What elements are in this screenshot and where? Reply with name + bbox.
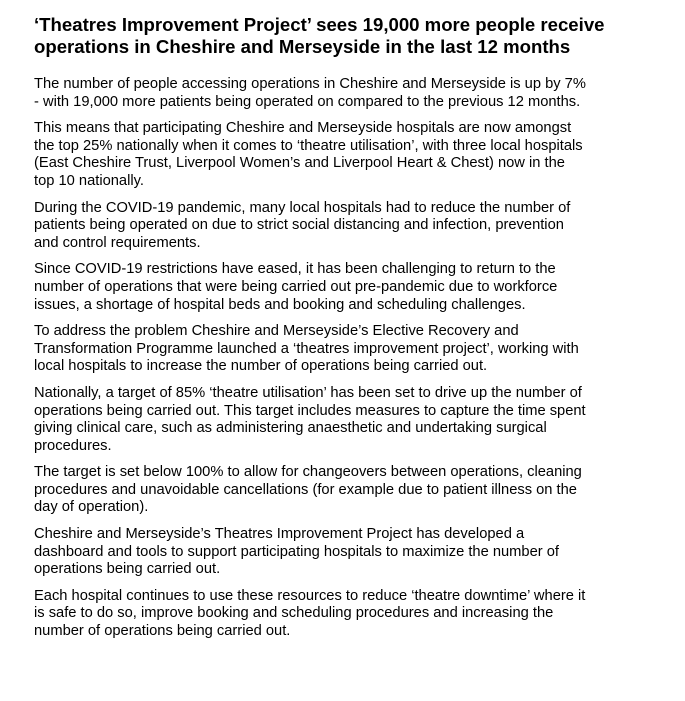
paragraph-national-target: Nationally, a target of 85% ‘theatre utilisation’ has been set to drive up the number of operations being carried out. This target includes measures to capture the time spent giving clinical care, such as administering anaesthetic and undertaking surgical procedures. <box>34 384 586 454</box>
paragraph-covid-impact: During the COVID-19 pandemic, many local hospitals had to reduce the number of patients being operated on due to strict social distancing and infection, prevention and control requirements. <box>34 199 571 251</box>
paragraph-target-rationale: The target is set below 100% to allow for changeovers between operations, cleaning procedures and unavoidable cancellations (for example due to patient illness on the day of operation). <box>34 464 582 516</box>
article-title-line-1: ‘Theatres Improvement Project’ sees 19,000 more people receive <box>34 14 605 35</box>
article-title-line-2: operations in Cheshire and Merseyside in the last 12 months <box>34 36 571 57</box>
paragraph-programme-launch: To address the problem Cheshire and Merseyside’s Elective Recovery and Transformation Programme launched a ‘theatres improvement project’, working with local hospitals to increase the number of operations being carried out. <box>34 323 579 375</box>
paragraph-dashboard-tools: Cheshire and Merseyside’s Theatres Improvement Project has developed a dashboard and tools to support participating hospitals to maximize the number of operations being carried out. <box>34 526 559 578</box>
paragraph-ongoing-use: Each hospital continues to use these resources to reduce ‘theatre downtime’ where it is safe to do so, improve booking and scheduling procedures and increasing the number of operations being carried out. <box>34 587 586 640</box>
paragraph-recovery-challenges: Since COVID-19 restrictions have eased, it has been challenging to return to the number of operations that were being carried out pre-pandemic due to workforce issues, a shortage of hospital beds and booking and scheduling challenges. <box>34 261 558 313</box>
paragraph-national-ranking: This means that participating Cheshire and Merseyside hospitals are now amongst the top 25% nationally when it comes to ‘theatre utilisation’, with three local hospitals (East Cheshire Trust, Liverpool Women’s and Liverpool Heart & Chest) now in the top 10 nationally. <box>34 120 583 189</box>
paragraph-attendance-increase: The number of people accessing operations in Cheshire and Merseyside is up by 7% - with 19,000 more patients being operated on compared to the previous 12 months. <box>34 76 586 110</box>
article-title <box>34 14 655 58</box>
